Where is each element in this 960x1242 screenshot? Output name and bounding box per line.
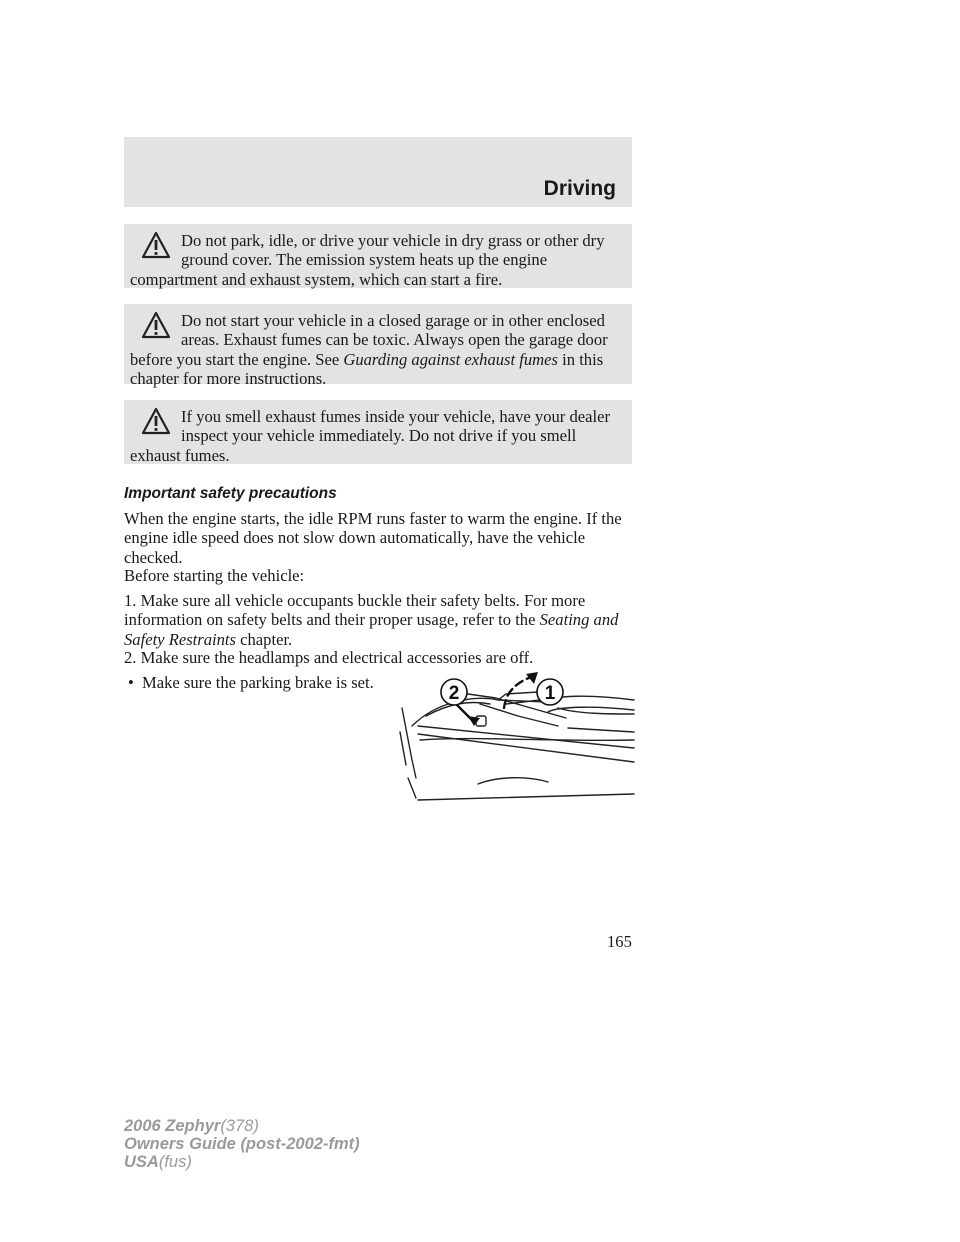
page-number: 165 bbox=[607, 932, 632, 951]
warning-box-closed-garage bbox=[124, 304, 632, 389]
parking-brake-drawing bbox=[398, 670, 636, 808]
bullet-item bbox=[128, 673, 390, 692]
warning-triangle-icon bbox=[141, 231, 171, 259]
parking-brake-illustration bbox=[398, 670, 636, 808]
footer-market-code: (fus) bbox=[158, 1153, 192, 1171]
footer-line-3 bbox=[124, 1153, 360, 1171]
paragraph-before-starting: Before starting the vehicle: bbox=[124, 566, 305, 585]
warning-text: Do not start your vehicle in a closed garage or in other enclosed areas. Exhaust fumes can be toxic. Always open the garage door before you start the engine. See bbox=[130, 311, 608, 369]
warning-box-dry-grass bbox=[124, 224, 632, 288]
section-heading: Important safety precautions bbox=[124, 485, 337, 502]
chapter-title: Driving bbox=[543, 177, 616, 200]
footer-code: (378) bbox=[220, 1117, 259, 1135]
callout-2-label: 2 bbox=[448, 683, 460, 704]
callout-1-label: 1 bbox=[544, 683, 556, 704]
warning-triangle-icon bbox=[141, 407, 171, 435]
step-text: chapter. bbox=[236, 629, 293, 649]
chapter-header bbox=[124, 137, 632, 207]
bullet-text: Make sure the parking brake is set. bbox=[142, 673, 374, 692]
warning-text: Do not park, idle, or drive your vehicle in dry grass or other dry ground cover. The emission system heats up the engine compartment and exhaust system, which can start a fire. bbox=[130, 231, 605, 289]
bullet-dot-icon: • bbox=[128, 673, 134, 692]
step-2: 2. Make sure the headlamps and electrical accessories are off. bbox=[124, 648, 534, 667]
footer-line-2 bbox=[124, 1135, 360, 1153]
paragraph-idle-rpm: When the engine starts, the idle RPM runs faster to warm the engine. If the engine idle speed does not slow down automatically, have the vehicle checked. bbox=[124, 509, 622, 567]
step-text: 1. Make sure all vehicle occupants buckle their safety belts. For more information on safety belts and their proper usage, refer to the bbox=[124, 591, 586, 630]
step-1 bbox=[124, 591, 634, 649]
footer-market: USA bbox=[124, 1153, 159, 1171]
footer-model: 2006 Zephyr bbox=[124, 1117, 221, 1135]
cross-reference-link[interactable]: Guarding against exhaust fumes bbox=[343, 349, 558, 369]
warning-box-exhaust-fumes bbox=[124, 400, 632, 464]
warning-text: If you smell exhaust fumes inside your vehicle, have your dealer inspect your vehicle immediately. Do not drive if you smell exhaust fumes. bbox=[130, 407, 610, 465]
cross-reference-link[interactable]: Seating and Safety Restraints bbox=[124, 610, 619, 649]
footer-guide: Owners Guide (post-2002-fmt) bbox=[124, 1135, 360, 1153]
warning-triangle-icon bbox=[141, 311, 171, 339]
footer-line-1 bbox=[124, 1117, 360, 1135]
warning-text: in this chapter for more instructions. bbox=[130, 349, 604, 389]
document-footer bbox=[124, 1117, 360, 1171]
